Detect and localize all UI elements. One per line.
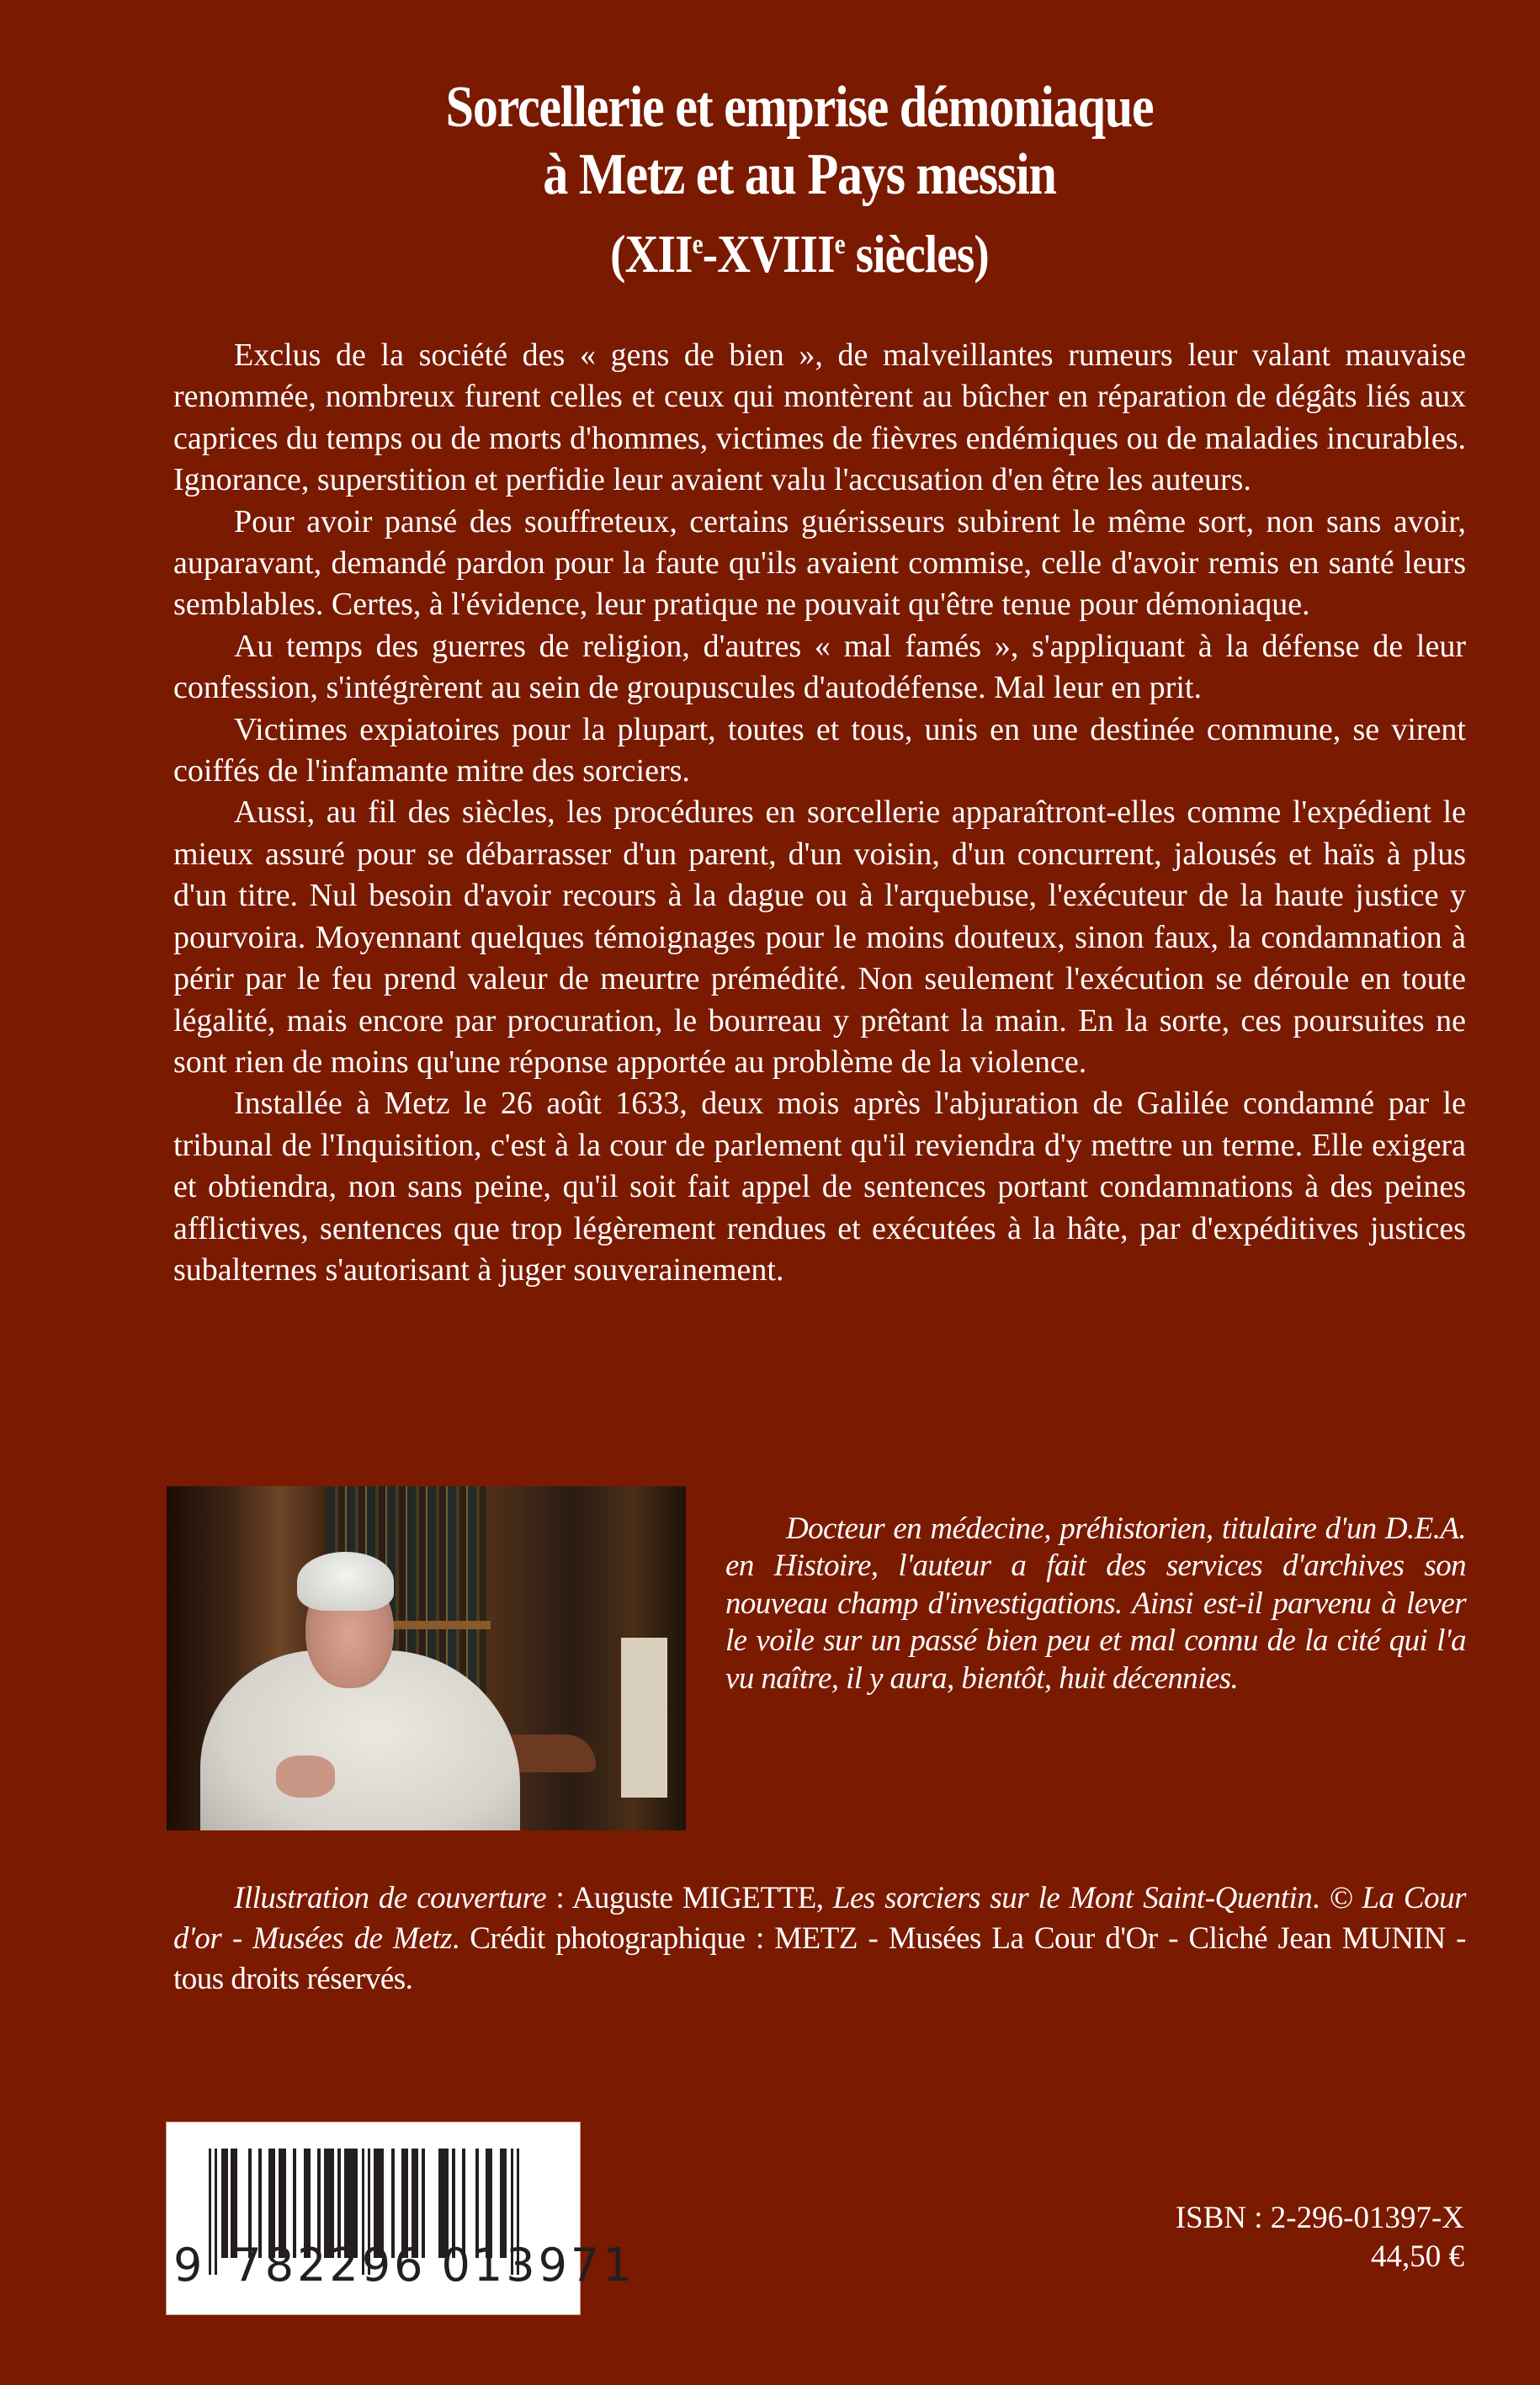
superscript-e: e	[692, 229, 703, 260]
book-title	[252, 74, 1346, 296]
credits-artist: Auguste MIGETTE,	[571, 1881, 833, 1915]
blurb-paragraph: Au temps des guerres de religion, d'autres « mal famés », s'appliquant à la défense de leur confession, s'intégrèrent au sein de groupuscules d'autodéfense. Mal leur en prit.	[173, 628, 1466, 706]
cover-credits	[173, 1878, 1466, 2000]
author-photo	[167, 1486, 686, 1830]
author-hand	[276, 1756, 335, 1798]
credits-label: Illustration de couverture	[234, 1881, 547, 1915]
title-line-2: à Metz et au Pays messin	[543, 142, 1056, 207]
credits-paragraph	[173, 1878, 1466, 2000]
title-centuries	[329, 212, 1270, 296]
book-spine	[621, 1638, 667, 1798]
credits-copyright: © La Cour d'or - Musées de Metz	[173, 1881, 1466, 1956]
author-bio	[725, 1511, 1466, 1697]
blurb-paragraph: Exclus de la société des « gens de bien », de malveillantes rumeurs leur valant mauvaise renommée, nombreux furent celles et ceux qui montèrent au bûcher en réparation de dégâts liés aux caprices du temps ou de morts d'hommes, victimes de fièvres endémiques ou de maladies incurables. Ignorance, superstition et perfidie leur avaient valu l'accusation d'en être les auteurs.	[173, 337, 1466, 498]
credits-period: .	[1312, 1881, 1320, 1915]
barcode-digits	[173, 2240, 635, 2291]
title-line-1: Sorcellerie et emprise démoniaque	[445, 75, 1154, 140]
blurb-paragraph: Victimes expiatoires pour la plupart, toutes et tous, unis en une destinée commune, se virent coiffés de l'infamante mitre des sorciers.	[173, 711, 1466, 789]
title-centuries-start: (XII	[610, 224, 693, 284]
author-hair	[297, 1552, 394, 1611]
price: 44,50 €	[1371, 2239, 1464, 2274]
blurb-paragraph: Pour avoir pansé des souffreteux, certains guérisseurs subirent le même sort, non sans avoir, auparavant, demandé pardon pour la faute qu'ils avaient commise, celle d'avoir remis en santé leurs semblables. Certes, à l'évidence, leur pratique ne pouvait qu'être tenue pour démoniaque.	[173, 503, 1466, 623]
blurb-paragraph: Installée à Metz le 26 août 1633, deux mois après l'abjuration de Galilée condamné par le tribunal de l'Inquisition, c'est à la cour de parlement qu'il reviendra d'y mettre un terme. Elle exigera et obtiendra, non sans peine, qu'il soit fait appel de sentences portant condamnations à des peines afflictives, sentences que trop légèrement rendues et exécutées à la hâte, par d'expéditives justices subalternes s'autorisant à juger souverainement.	[173, 1086, 1466, 1288]
credits-separator: :	[546, 1881, 572, 1915]
barcode-right-group: 013971	[441, 2239, 635, 2292]
credits-photo: . Crédit photographique : METZ - Musées La Cour d'Or - Cliché Jean MUNIN - tous droits réservés.	[173, 1921, 1466, 1996]
barcode-lead-digit: 9	[173, 2239, 206, 2292]
title-centuries-end: siècles)	[844, 224, 989, 284]
barcode-left-group: 782296	[232, 2239, 427, 2292]
isbn: ISBN : 2-296-01397-X	[1175, 2201, 1464, 2235]
barcode	[166, 2122, 635, 2315]
blurb-paragraph: Aussi, au fil des siècles, les procédures en sorcellerie apparaîtront-elles comme l'expédient le mieux assuré pour se débarrasser d'un parent, d'un voisin, d'un concurrent, jalousés et haïs à plus d'un titre. Nul besoin d'avoir recours à la dague ou à l'arquebuse, l'exécuteur de la haute justice y pourvoira. Moyennant quelques témoignages pour le moins douteux, sinon faux, la condamnation à périr par le feu prend valeur de meurtre prémédité. Non seulement l'exécution se déroule en toute légalité, mais encore par procuration, le bourreau y prêtant la main. En la sorte, ces poursuites ne sont rien de moins qu'une réponse apportée au problème de la violence.	[173, 794, 1466, 1080]
title-centuries-mid: -XVIII	[702, 224, 835, 284]
blurb-text	[173, 335, 1466, 1291]
author-bio-paragraph: Docteur en médecine, préhistorien, titulaire d'un D.E.A. en Histoire, l'auteur a fait des services d'archives son nouveau champ d'investigations. Ainsi est-il parvenu à lever le voile sur un passé bien peu et mal connu de la cité qui l'a vu naître, il y aura, bientôt, huit décennies.	[725, 1511, 1466, 1696]
superscript-e: e	[834, 229, 845, 260]
credits-work-title: Les sorciers sur le Mont Saint-Quentin	[832, 1881, 1313, 1915]
